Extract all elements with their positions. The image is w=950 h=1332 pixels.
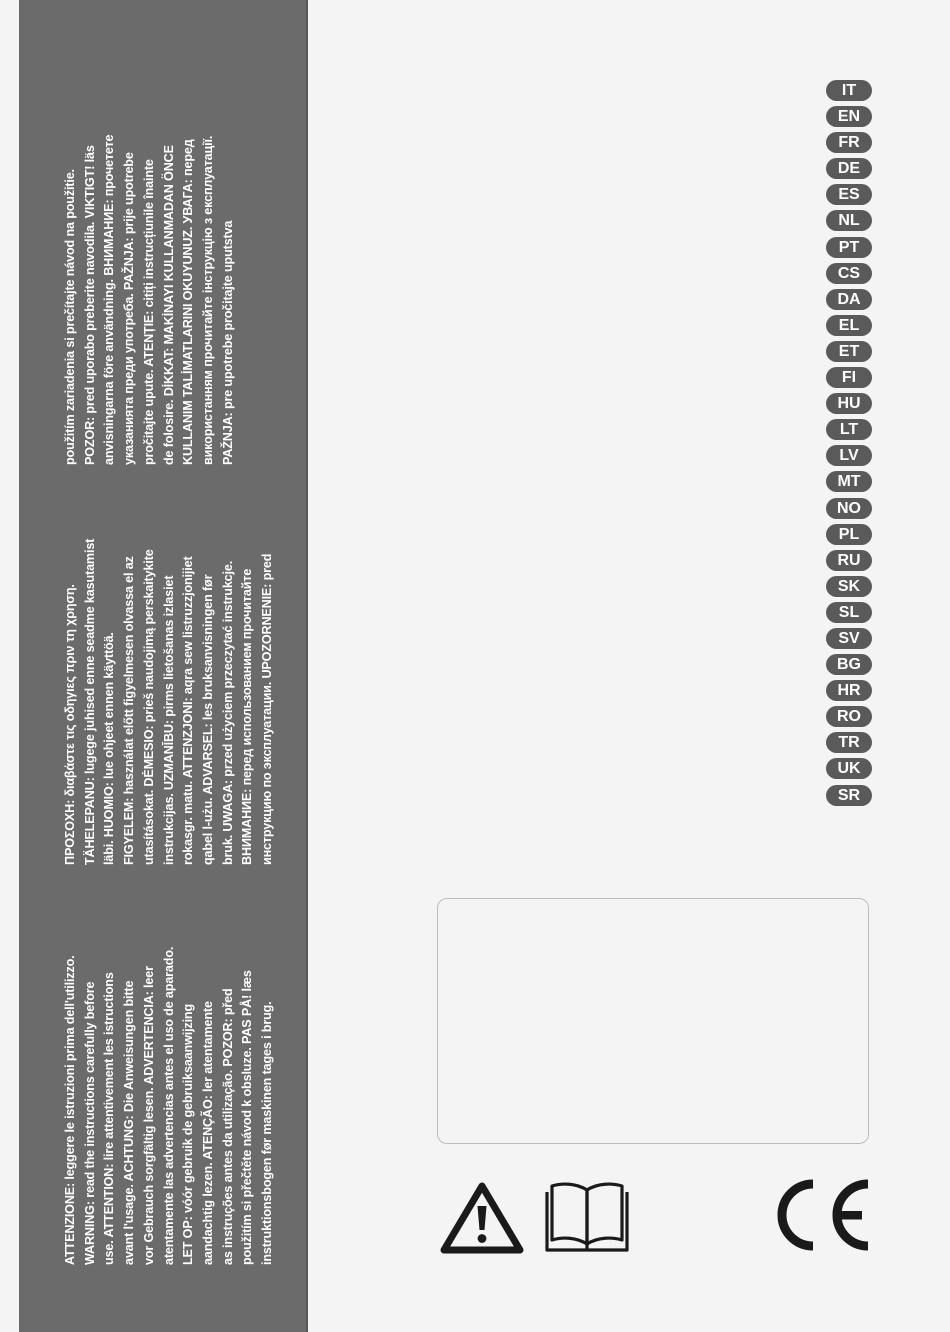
language-badge-lv: LV — [826, 445, 872, 466]
language-badge-no: NO — [826, 498, 872, 519]
warning-text-line: použitím zariadenia si prečítajte návod na použitie. — [63, 169, 77, 465]
language-badge-en: EN — [826, 106, 872, 127]
warning-text-line: PAŽNJA: pre upotrebe pročitajte uputstva — [220, 220, 235, 465]
warning-text-line: KULLANIM TALİMATLARINI OKUYUNUZ. УВАГА: перед — [181, 139, 196, 465]
language-badge-de: DE — [826, 158, 872, 179]
language-badge-ro: RO — [826, 706, 872, 727]
language-badge-fi: FI — [826, 367, 872, 388]
language-badge-lt: LT — [826, 419, 872, 440]
language-badge-sr: SR — [826, 785, 872, 806]
language-badge-es: ES — [826, 184, 872, 205]
warning-text-line: TÄHELEPANU: lugege juhised enne seadme kasutamist — [82, 538, 97, 865]
open-book-icon — [542, 1180, 632, 1254]
language-badge-da: DA — [826, 289, 872, 310]
warning-text-line: POZOR: pred uporabo preberite navodila. VIKTIGT! läs — [82, 145, 97, 465]
language-badge-it: IT — [826, 80, 872, 101]
warning-text-line: de folosire. DİKKAT: MAKİNAYI KULLANMADAN ÖNCE — [161, 145, 176, 465]
warning-text-line: läbi. HUOMIO: lue ohjeet ennen käyttöä. — [102, 632, 117, 865]
warning-text-line: pročitajte upute. ATENȚIE: citiți instrucțiunile înainte — [141, 159, 156, 465]
language-badge-mt: MT — [826, 471, 872, 492]
warning-text-line: avant l'usage. ACHTUNG: Die Anweisungen bitte — [122, 980, 137, 1265]
warning-text-line: aandachtig lezen. ATENÇÃO: ler atentamente — [200, 1001, 215, 1265]
warning-text-line: qabel l-użu. ADVARSEL: les bruksanvisningen før — [200, 574, 215, 865]
language-badge-pt: PT — [826, 237, 872, 258]
warning-text-line: utasításokat. DĖMESIO: prieš naudojimą perskaitykite — [141, 549, 156, 865]
language-badge-sk: SK — [826, 576, 872, 597]
warning-text-column-2 — [61, 485, 278, 865]
language-badge-hr: HR — [826, 680, 872, 701]
warning-text-line: instruktionsbogen før maskinen tages i brug. — [260, 1001, 275, 1265]
warning-text-line: use. ATTENTION: lire attentivement les istructions — [102, 972, 117, 1265]
language-badge-et: ET — [826, 341, 872, 362]
language-code-list — [826, 80, 872, 811]
language-badge-nl: NL — [826, 210, 872, 231]
ce-mark — [768, 1178, 872, 1252]
warning-text-line: as instruções antes da utilização. POZOR: před — [220, 988, 235, 1265]
safety-warning-panel — [19, 0, 308, 1332]
warning-text-column-1 — [61, 875, 278, 1265]
warning-text-line: инструкцию по эксплуатации. UPOZORNENIE: pred — [260, 553, 275, 865]
product-label-box — [437, 898, 869, 1144]
warning-triangle-icon — [440, 1182, 524, 1254]
language-badge-fr: FR — [826, 132, 872, 153]
language-badge-tr: TR — [826, 732, 872, 753]
language-badge-pl: PL — [826, 524, 872, 545]
warning-text-line: ATTENZIONE: leggere le istruzioni prima dell'utilizzo. — [63, 955, 77, 1265]
warning-text-line: FIGYELEM: használat előtt figyelmesen olvassa el az — [122, 556, 137, 865]
language-badge-cs: CS — [826, 263, 872, 284]
language-badge-ru: RU — [826, 550, 872, 571]
warning-text-line: використанням прочитайте інструкцію з експлуатації. — [200, 135, 215, 465]
language-badge-sv: SV — [826, 628, 872, 649]
warning-text-line: указанията преди употреба. PAŽNJA: prije upotrebe — [122, 152, 137, 465]
warning-text-line: instrukcijas. UZMANĪBU: pirms lietošanas izlasiet — [161, 575, 176, 865]
warning-text-line: LET OP: vóór gebruik de gebruiksaanwijzing — [181, 1003, 196, 1265]
warning-text-line: vor Gebrauch sorgfältig lesen. ADVERTENCIA: leer — [141, 966, 156, 1265]
warning-text-line: ВНИМАНИЕ: перед использованием прочитайте — [240, 568, 255, 865]
warning-text-line: bruk. UWAGA: przed użyciem przeczytać instrukcje. — [220, 560, 235, 865]
warning-text-line: použitím si přečtěte návod k obsluze. PAS PÅ! læs — [240, 970, 255, 1265]
language-badge-el: EL — [826, 315, 872, 336]
language-badge-uk: UK — [826, 758, 872, 779]
language-badge-hu: HU — [826, 393, 872, 414]
warning-text-line: ΠΡΟΣΟΧΗ: διαβάστε τις οδηγιες πριν τη χρηση. — [63, 584, 77, 865]
language-badge-sl: SL — [826, 602, 872, 623]
warning-text-column-3 — [61, 65, 238, 465]
warning-text-line: anvisningarna före användning. ВНИМАНИЕ: прочетете — [102, 134, 117, 465]
warning-text-line: atentamente las advertencias antes el uso de aparado. — [161, 946, 176, 1265]
warning-text-line: WARNING: read the instructions carefully before — [82, 981, 97, 1265]
language-badge-bg: BG — [826, 654, 872, 675]
warning-text-line: rokasgr. matu. ATTENZJONI: aqra sew listruzzjonijiet — [181, 556, 196, 865]
